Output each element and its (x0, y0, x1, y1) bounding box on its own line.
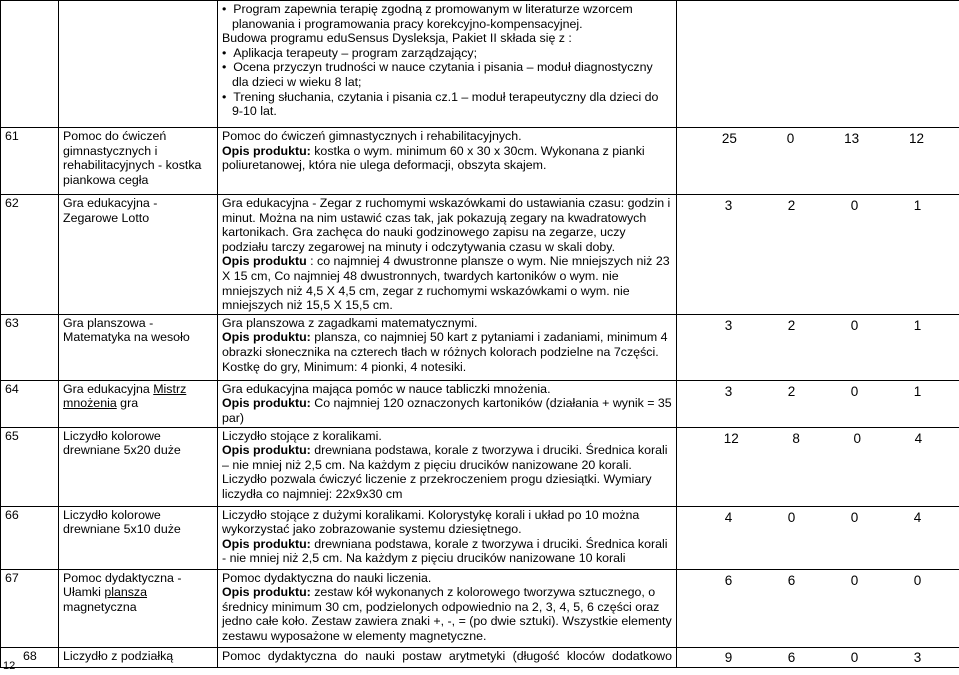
lp-cell (1, 1, 59, 128)
description-spec (222, 443, 672, 501)
qty-b: 0 (850, 649, 859, 665)
description-bullet: • Aplikacja terapeuty – program zarządzający; (222, 46, 672, 61)
name-cell (59, 569, 218, 647)
description-text: Budowa programu eduSensus Dysleksja, Pakiet II składa się z : (222, 31, 572, 46)
table-row (1, 128, 959, 195)
qty-c: 1 (913, 383, 922, 399)
qty-a: 2 (787, 198, 796, 213)
name-text-underlined: plansza (104, 585, 148, 600)
lp-cell: 64 (1, 380, 59, 427)
qty-a: 0 (787, 509, 796, 525)
table-row (1, 380, 959, 427)
name-cell: Pomoc do ćwiczeń gimnastycznych i rehabilitacyjnych - kostka piankowa cegła (59, 128, 218, 195)
description-spec (222, 144, 672, 173)
qty-total: 9 (724, 649, 733, 665)
quantity-values (681, 382, 955, 400)
description-text: Gra edukacyjna - Zegar z ruchomymi wskazówkami do ustawiania czasu: godzin i minut. Można na nim ustawić czas tak, jak pokazują zegary na kwadratowych kartonikach. Gra zachęca do nauki godzinowego zapisu na zegarze, uczy podziału tarczy zegarowej na minuty i odczytywania czasu w skali doby. (222, 196, 671, 254)
quantity-values (681, 649, 955, 666)
qty-total: 3 (724, 383, 733, 399)
name-text-underlined: Mistrz mnożenia (63, 381, 187, 411)
qty-c: 1 (913, 198, 922, 213)
description-text: Pomoc do ćwiczeń gimnastycznych i rehabilitacyjnych. (222, 129, 522, 143)
quantity-values (681, 571, 955, 589)
qty-c: 4 (914, 430, 923, 446)
qty-a: 2 (787, 383, 796, 399)
qty-c: 4 (913, 509, 922, 525)
name-cell (59, 380, 218, 427)
product-label: Opis produktu (222, 254, 307, 269)
quantity-values (681, 316, 955, 334)
lp-cell: 63 (1, 314, 59, 380)
quantity-cell (677, 128, 959, 195)
description-text: kostka o wym. minimum 60 x 30 x 30cm. Wykonana z pianki poliuretanowej, która nie ulega deformacji, obszyta skajem. (222, 143, 645, 173)
description-text: plansza, co najmniej 50 kart z pytaniami i zadaniami, minimum 4 obrazki słonecznika na czterech tłach w różnych kolorach podzielne na 7części. Kostkę do gry, Minimum: 4 pionki, 4 notesiki. (222, 330, 668, 374)
qty-a: 6 (787, 649, 796, 665)
product-label: Opis produktu: (222, 443, 311, 458)
qty-c: 12 (909, 131, 925, 146)
quantity-cell (677, 506, 959, 569)
qty-b: 0 (850, 198, 859, 213)
product-label: Opis produktu: (222, 585, 311, 600)
lp-cell: 62 (1, 195, 59, 315)
product-label: Opis produktu: (222, 330, 311, 345)
quantity-values (681, 196, 955, 214)
table-row (1, 506, 959, 569)
qty-a: 8 (792, 430, 800, 446)
description-text: zestaw kół wykonanych z kolorowego tworzywa sztucznego, o średnicy minimum 30 cm, podzielonych odpowiednio na 2, 3, 4, 5, 6 części oraz jedno całe koło. Zestaw zawiera znaki +, -, = (po dwie sztuki). Wszystkie elementy zestawu wyposażone w elementy magnetyczne. (222, 585, 672, 643)
product-label: Opis produktu: (222, 396, 311, 411)
qty-c: 0 (913, 572, 922, 588)
description-text: drewniana podstawa, korale z tworzywa i druciki. Średnica korali – nie mniej niż 2,5 cm. Na każdym z pięciu drucików nanizowane 20 korali. Liczydło pozwala ćwiczyć liczenie z przekroczeniem progu dziesiątki. Wymiary liczydła co najmniej: 22x9x30 cm (222, 443, 668, 501)
name-text: Pomoc dydaktyczna - Ułamki (63, 570, 182, 600)
description-text: Gra planszowa z zagadkami matematycznymi. (222, 315, 478, 330)
name-text: Gra edukacyjna (63, 381, 154, 396)
qty-c: 3 (913, 649, 922, 665)
description-spec (222, 330, 672, 374)
description-spec (222, 585, 672, 643)
description-spec (222, 537, 672, 566)
table-row (1, 195, 959, 315)
lp-cell: 65 (1, 427, 59, 506)
qty-a: 0 (786, 131, 795, 146)
qty-b: 13 (844, 131, 860, 146)
description-cell (218, 1, 677, 128)
table-row (1, 569, 959, 647)
name-cell: Liczydło kolorowe drewniane 5x20 duże (59, 427, 218, 506)
quantity-cell (677, 1, 959, 128)
qty-total: 3 (724, 317, 733, 333)
quantity-cell (677, 569, 959, 647)
qty-b: 0 (850, 317, 859, 333)
description-cell (218, 427, 677, 506)
quantity-cell (677, 427, 959, 506)
name-text: magnetyczna (63, 599, 137, 614)
description-text: Gra edukacyjna mająca pomóc w nauce tabliczki mnożenia. (222, 381, 551, 396)
description-cell (218, 647, 677, 667)
quantity-values (681, 429, 955, 447)
qty-total: 12 (723, 430, 739, 446)
description-bullet: • Program zapewnia terapię zgodną z promowanym w literaturze wzorcem planowania i programowania pracy korekcyjno-kompensacyjnej. (222, 2, 672, 31)
name-cell: Liczydło z podziałką (59, 647, 218, 667)
description-text: drewniana podstawa, korale z tworzywa i druciki. Średnica korali - nie mniej niż 2,5 cm. Na każdym z pięciu drucików nanizowane 10 korali (222, 536, 668, 566)
qty-a: 2 (787, 317, 796, 333)
lp-cell: 61 (1, 128, 59, 195)
description-spec (222, 254, 672, 312)
table-row (1, 1, 959, 128)
qty-b: 0 (850, 383, 859, 399)
description-cell (218, 314, 677, 380)
quantity-cell (677, 380, 959, 427)
lp-cell: 68 (1, 647, 59, 667)
table-row (1, 314, 959, 380)
table-row (1, 647, 959, 667)
qty-c: 1 (913, 317, 922, 333)
table-row (1, 427, 959, 506)
description-cell (218, 569, 677, 647)
qty-total: 6 (724, 572, 733, 588)
qty-total: 4 (724, 509, 733, 525)
page-number: 12 (3, 660, 16, 672)
quantity-cell (677, 195, 959, 315)
description-text: Liczydło stojące z dużymi koralikami. Kolorystykę korali i układ po 10 można wykorzystać jako zobrazowanie systemu dziesiętnego. (222, 507, 640, 537)
description-text: : co najmniej 4 dwustronne plansze o wym. Nie mniejszych niż 23 X 15 cm, Co najmniej 48 dwustronnych, twardych kartoników o wym. nie mniejszych niż 4,5 X 4,5 cm, zegar z ruchomymi wskazówkami o wym. nie mniejszych niż 15,5 X 15,5 cm. (222, 254, 670, 313)
description-cell (218, 128, 677, 195)
quantity-values (681, 508, 955, 526)
lp-cell: 66 (1, 506, 59, 569)
description-text: Co najmniej 120 oznaczonych kartoników (działania + wynik = 35 par) (222, 396, 672, 425)
quantity-cell (677, 314, 959, 380)
quantity-values (681, 129, 955, 147)
name-cell (59, 1, 218, 128)
lp-cell: 67 (1, 569, 59, 647)
name-text: gra (116, 396, 139, 411)
description-bullet: • Ocena przyczyn trudności w nauce czytania i pisania – moduł diagnostyczny dla dzieci w wieku 8 lat; (222, 60, 672, 89)
description-cell (218, 506, 677, 569)
description-spec (222, 396, 672, 425)
qty-b: 0 (853, 430, 862, 446)
qty-total: 3 (724, 198, 733, 213)
description-cell (218, 380, 677, 427)
description-text: Pomoc dydaktyczna do nauki postaw arytmetyki (długość kloców dodatkowo (222, 648, 672, 663)
product-label: Opis produktu: (222, 536, 311, 551)
quantity-values (681, 2, 955, 4)
name-cell: Gra edukacyjna - Zegarowe Lotto (59, 195, 218, 315)
description-text: Liczydło stojące z koralikami. (222, 428, 382, 443)
quantity-cell (677, 647, 959, 667)
name-cell: Gra planszowa - Matematyka na wesoło (59, 314, 218, 380)
qty-total: 25 (721, 131, 737, 146)
description-text: Pomoc dydaktyczna do nauki liczenia. (222, 570, 432, 585)
qty-b: 0 (850, 509, 859, 525)
name-cell: Liczydło kolorowe drewniane 5x10 duże (59, 506, 218, 569)
qty-b: 0 (850, 572, 859, 588)
description-cell (218, 195, 677, 315)
product-label: Opis produktu: (222, 143, 311, 158)
qty-a: 6 (787, 572, 796, 588)
description-bullet: • Trening słuchania, czytania i pisania cz.1 – moduł terapeutyczny dla dzieci do 9-10 lat. (222, 90, 672, 119)
